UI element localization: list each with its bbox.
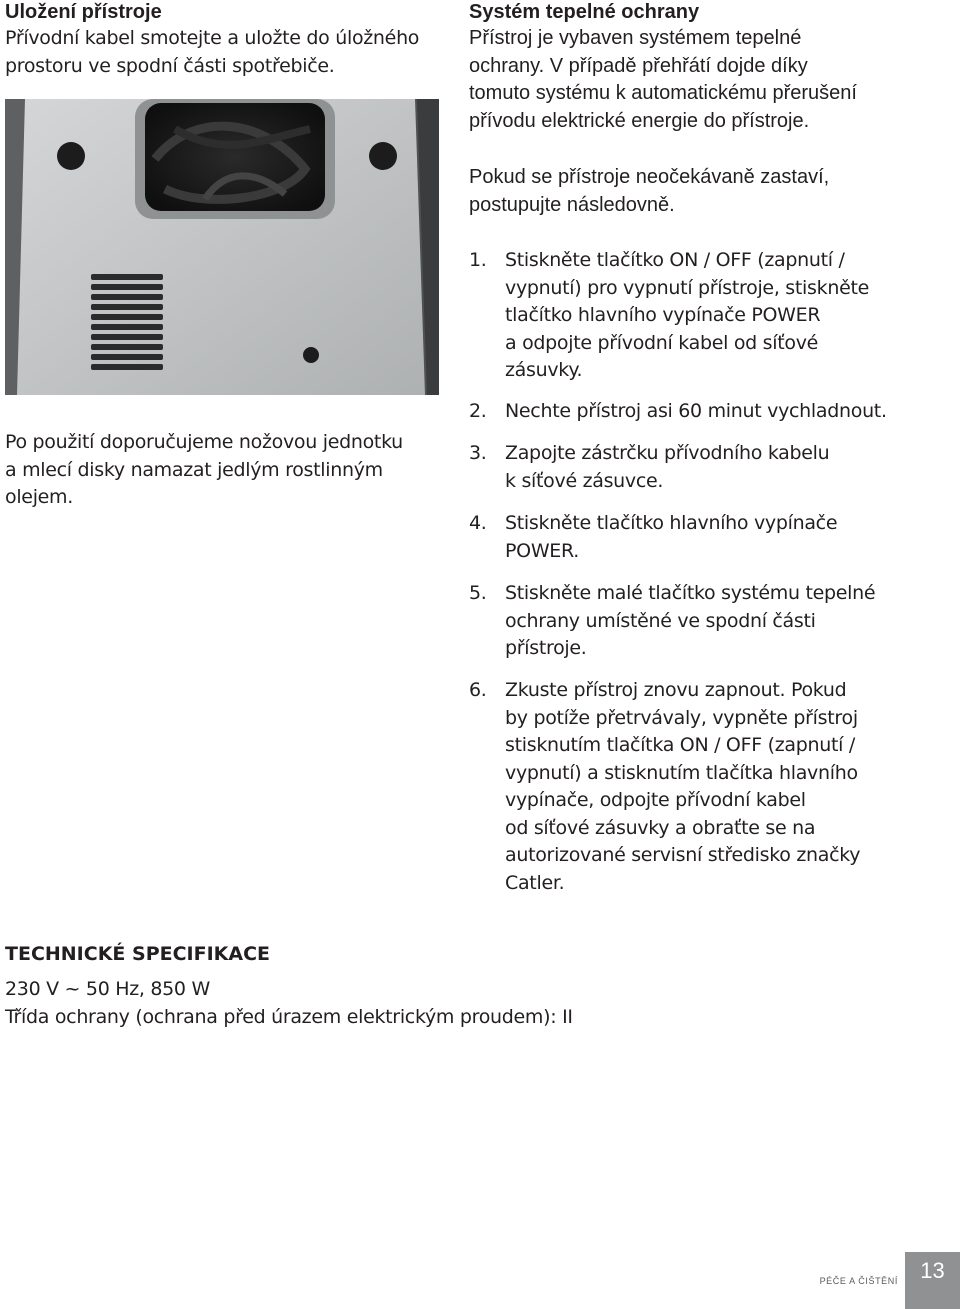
vent-slot [91, 314, 163, 320]
step-line: přístroje. [505, 637, 587, 659]
steps-list [469, 247, 954, 907]
step-line: Stiskněte malé tlačítko systému tepelné [505, 582, 876, 604]
step-number: 4. [469, 512, 487, 534]
step-number: 6. [469, 679, 487, 701]
specs-heading: TECHNICKÉ SPECIFIKACE [5, 943, 271, 965]
step-line: Zapojte zástrčku přívodního kabelu [505, 442, 830, 464]
step-item [469, 510, 949, 565]
storage-line: Přívodní kabel smotejte a uložte do úložného [5, 27, 420, 49]
step-line: Zkuste přístroj znovu zapnout. Pokud [505, 679, 847, 701]
thermal-intro-line: ochrany. V případě přehřátí dojde díky [469, 54, 808, 77]
vent-slot [91, 334, 163, 340]
stop-note-line: postupujte následovně. [469, 193, 675, 216]
step-line: od síťové zásuvky a obraťte se na [505, 816, 816, 839]
thermal-heading: Systém tepelné ochrany [469, 1, 700, 23]
step-line: k síťové zásuvce. [505, 469, 664, 492]
step-item [469, 440, 949, 495]
step-number: 1. [469, 249, 487, 271]
storage-heading: Uložení přístroje [5, 1, 162, 23]
thermal-intro [469, 25, 857, 135]
care-note [5, 429, 403, 512]
step-line: Stiskněte tlačítko ON / OFF (zapnutí / [505, 249, 845, 271]
step-number: 2. [469, 400, 487, 422]
step-item [469, 398, 949, 426]
section-label: PÉČE A ČIŠTĚNÍ [819, 1276, 898, 1286]
page-number: 13 [920, 1258, 945, 1283]
vent-slot [91, 274, 163, 280]
step-line: autorizované servisní středisko značky [505, 844, 861, 866]
step-item [469, 677, 949, 897]
vent-slot [91, 284, 163, 290]
care-note-line: a mlecí disky namazat jedlým rostlinným [5, 458, 383, 481]
thermal-intro-line: Přístroj je vybaven systémem tepelné [469, 27, 802, 49]
step-line: stisknutím tlačítka ON / OFF (zapnutí / [505, 734, 855, 756]
stop-note-line: Pokud se přístroje neočekávaně zastaví, [469, 166, 830, 188]
step-line: Nechte přístroj asi 60 minut vychladnout. [505, 400, 887, 422]
step-line: vypnutí) pro vypnutí přístroje, stiskněte [505, 276, 869, 299]
step-item [469, 247, 949, 385]
step-line: vypínače, odpojte přívodní kabel [505, 789, 806, 811]
step-number: 3. [469, 442, 487, 464]
step-line: zásuvky. [505, 359, 583, 381]
vent-slot [91, 324, 163, 330]
appliance-underside-illustration [5, 99, 439, 395]
step-line: Catler. [505, 871, 565, 894]
vent-slot [91, 304, 163, 310]
specs-line: Třída ochrany (ochrana před úrazem elektrickým proudem): II [5, 1005, 573, 1028]
appliance-underside-photo [5, 99, 439, 395]
storage-line: prostoru ve spodní části spotřebiče. [5, 54, 335, 77]
thermal-intro-line: tomuto systému k automatickému přerušení [469, 82, 857, 104]
vent-slot [91, 354, 163, 360]
storage-text [5, 25, 419, 80]
step-line: Stiskněte tlačítko hlavního vypínače [505, 512, 838, 534]
vent-slot [91, 344, 163, 350]
thermal-intro-line: přívodu elektrické energie do přístroje. [469, 109, 810, 132]
step-number: 5. [469, 582, 487, 604]
step-line: POWER. [505, 539, 579, 562]
vent-slot [91, 294, 163, 300]
stop-note [469, 164, 829, 219]
specs-line: 230 V ~ 50 Hz, 850 W [5, 978, 210, 1000]
specs-text [5, 976, 573, 1031]
step-line: vypnutí) a stisknutím tlačítka hlavního [505, 761, 858, 784]
care-note-line: olejem. [5, 486, 74, 508]
step-line: ochrany umístěné ve spodní části [505, 609, 816, 632]
step-item [469, 580, 949, 663]
step-line: a odpojte přívodní kabel od síťové [505, 331, 819, 354]
step-line: by potíže přetrvávaly, vypněte přístroj [505, 706, 858, 729]
care-note-line: Po použití doporučujeme nožovou jednotku [5, 431, 403, 453]
step-line: tlačítko hlavního vypínače POWER [505, 304, 821, 326]
vent-slot [91, 364, 163, 370]
